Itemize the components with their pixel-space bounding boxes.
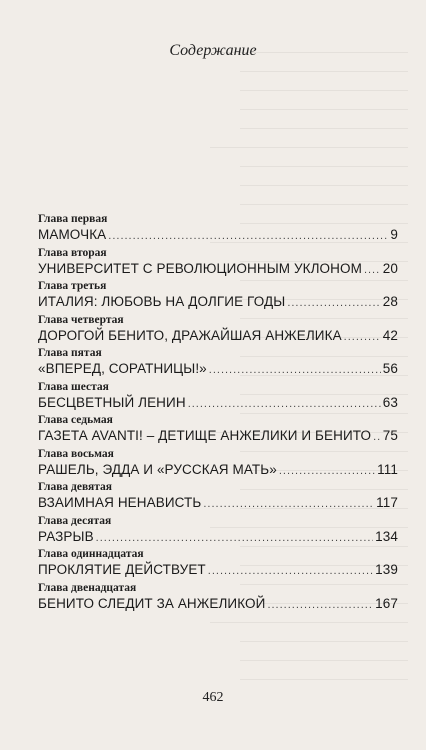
chapter-page: 117 bbox=[376, 495, 398, 510]
chapter-label: Глава третья bbox=[38, 280, 107, 292]
chapter-label: Глава четвертая bbox=[38, 313, 124, 326]
chapter-row bbox=[38, 595, 398, 614]
chapter-page: 42 bbox=[382, 327, 398, 343]
chapter-page: 134 bbox=[375, 528, 398, 544]
dot-leader bbox=[108, 228, 388, 245]
toc-entry bbox=[38, 380, 398, 414]
chapter-page: 56 bbox=[382, 361, 398, 376]
toc-entry bbox=[38, 413, 398, 447]
chapter-page: 111 bbox=[377, 461, 398, 477]
chapter-page: 167 bbox=[375, 595, 398, 611]
chapter-title: УНИВЕРСИТЕТ С РЕВОЛЮЦИОННЫМ УКЛОНОМ bbox=[38, 260, 362, 276]
toc-entry bbox=[38, 547, 398, 581]
chapter-label: Глава одиннадцатая bbox=[38, 548, 144, 560]
page-title: Содержание bbox=[169, 42, 257, 59]
chapter-title: ИТАЛИЯ: ЛЮБОВЬ НА ДОЛГИЕ ГОДЫ bbox=[38, 294, 286, 309]
show-through-line bbox=[240, 660, 408, 661]
dot-leader bbox=[208, 563, 373, 580]
chapter-page: 9 bbox=[390, 227, 398, 242]
chapter-row bbox=[38, 561, 398, 580]
chapter-title: ВЗАИМНАЯ НЕНАВИСТЬ bbox=[38, 495, 202, 510]
dot-leader bbox=[267, 597, 373, 614]
show-through-line bbox=[240, 204, 408, 205]
chapter-label: Глава первая bbox=[38, 213, 108, 225]
toc-entry bbox=[38, 313, 398, 347]
chapter-row bbox=[38, 528, 398, 547]
show-through-line bbox=[210, 622, 408, 623]
chapter-label: Глава седьмая bbox=[38, 414, 113, 426]
show-through-line bbox=[240, 71, 408, 72]
chapter-title: ПРОКЛЯТИЕ ДЕЙСТВУЕТ bbox=[38, 562, 206, 577]
show-through-line bbox=[240, 166, 408, 167]
chapter-row bbox=[38, 461, 398, 480]
chapter-label: Глава шестая bbox=[38, 380, 109, 393]
chapter-row bbox=[38, 260, 398, 279]
show-through-line bbox=[240, 641, 408, 642]
chapter-title: РАШЕЛЬ, ЭДДА И «РУССКАЯ МАТЬ» bbox=[38, 461, 277, 477]
chapter-title: ДОРОГОЙ БЕНИТО, ДРАЖАЙШАЯ АНЖЕЛИКА bbox=[38, 327, 342, 343]
chapter-row bbox=[38, 427, 398, 446]
toc-entry bbox=[38, 246, 398, 280]
chapter-label: Глава пятая bbox=[38, 347, 102, 359]
show-through-line bbox=[240, 128, 408, 129]
chapter-label: Глава вторая bbox=[38, 246, 107, 259]
chapter-row bbox=[38, 394, 398, 413]
toc-entry bbox=[38, 212, 398, 246]
chapter-title: БЕСЦВЕТНЫЙ ЛЕНИН bbox=[38, 394, 186, 410]
dot-leader bbox=[344, 329, 381, 346]
dot-leader bbox=[373, 429, 381, 446]
dot-leader bbox=[287, 295, 380, 312]
toc-entry bbox=[38, 581, 398, 615]
chapter-title: ГАЗЕТА AVANTI! – ДЕТИЩЕ АНЖЕЛИКИ И БЕНИТО bbox=[38, 428, 372, 443]
chapter-label: Глава двенадцатая bbox=[38, 581, 137, 594]
chapter-row bbox=[38, 293, 398, 312]
dot-leader bbox=[188, 396, 381, 413]
show-through-line bbox=[240, 90, 408, 91]
show-through-line bbox=[210, 147, 408, 148]
chapter-row bbox=[38, 226, 398, 245]
chapter-row bbox=[38, 327, 398, 346]
chapter-title: РАЗРЫВ bbox=[38, 528, 94, 544]
toc-entry bbox=[38, 447, 398, 481]
chapter-label: Глава девятая bbox=[38, 481, 113, 493]
toc-entry bbox=[38, 346, 398, 380]
chapter-page: 28 bbox=[382, 294, 398, 309]
chapter-page: 63 bbox=[382, 394, 398, 410]
chapter-title: МАМОЧКА bbox=[38, 227, 107, 242]
dot-leader bbox=[364, 262, 381, 279]
chapter-row bbox=[38, 494, 398, 513]
page-number: 462 bbox=[202, 690, 224, 705]
show-through-line bbox=[240, 679, 408, 680]
dot-leader bbox=[279, 463, 375, 480]
table-of-contents bbox=[38, 212, 398, 614]
toc-entry bbox=[38, 514, 398, 548]
chapter-label: Глава восьмая bbox=[38, 447, 114, 460]
chapter-label: Глава десятая bbox=[38, 514, 112, 527]
dot-leader bbox=[209, 362, 381, 379]
chapter-page: 139 bbox=[375, 562, 398, 577]
chapter-page: 20 bbox=[382, 260, 398, 276]
toc-entry bbox=[38, 279, 398, 313]
show-through-line bbox=[240, 109, 408, 110]
chapter-title: «ВПЕРЕД, СОРАТНИЦЫ!» bbox=[38, 361, 207, 376]
dot-leader bbox=[96, 530, 374, 547]
toc-entry bbox=[38, 480, 398, 514]
chapter-title: БЕНИТО СЛЕДИТ ЗА АНЖЕЛИКОЙ bbox=[38, 595, 266, 611]
chapter-page: 75 bbox=[382, 428, 398, 443]
show-through-line bbox=[240, 185, 408, 186]
chapter-row bbox=[38, 360, 398, 379]
dot-leader bbox=[203, 496, 374, 513]
